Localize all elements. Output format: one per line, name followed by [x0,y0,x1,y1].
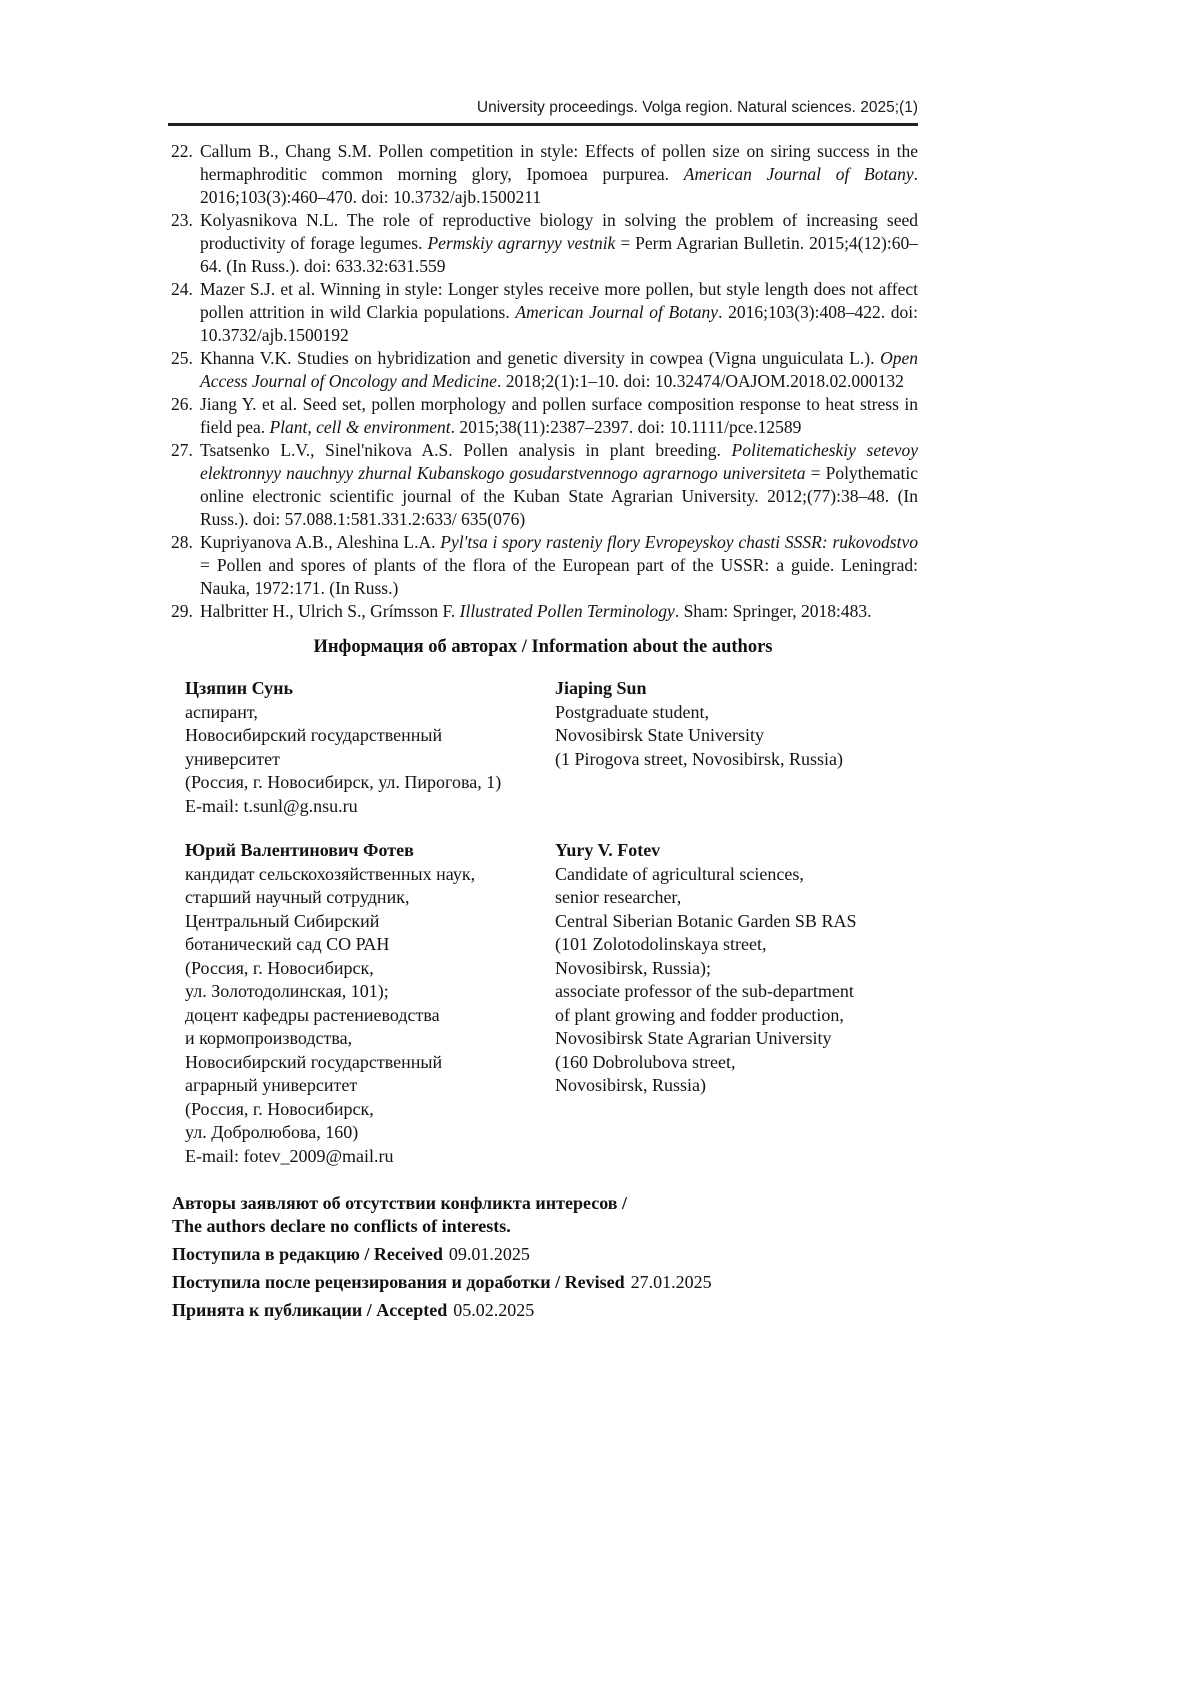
author-details-en: Postgraduate student, Novosibirsk State University (1 Pirogova street, Novosibirsk, Russia) [555,701,843,769]
reference-number: 28. [171,532,193,552]
received-label: Поступила в редакцию / Received [172,1244,443,1264]
accepted-line [172,1299,918,1322]
author-name-en: Yury V. Fotev [555,840,661,860]
author-details-ru: аспирант, Новосибирский государственный университет (Россия, г. Новосибирск, ул. Пирогова, 1) E-mail: t.sunl@g.nsu.ru [185,701,502,816]
reference-number: 27. [171,440,193,460]
accepted-date: 05.02.2025 [453,1300,535,1320]
reference-item [168,140,918,209]
reference-text: Halbritter H., Ulrich S., Grímsson F. Illustrated Pollen Terminology. Sham: Springer, 2018:483. [200,601,872,621]
reference-text: Mazer S.J. et al. Winning in style: Longer styles receive more pollen, but style length does not affect pollen attrition in wild Clarkia populations. American Journal of Botany. 2016;103(3):408–422. doi: 10.3732/ajb.1500192 [200,279,919,345]
reference-number: 25. [171,348,193,368]
reference-item [168,209,918,278]
accepted-label: Принята к публикации / Accepted [172,1300,448,1320]
reference-text: Jiang Y. et al. Seed set, pollen morphology and pollen surface composition response to heat stress in field pea. Plant, cell & environment. 2015;38(11):2387–2397. doi: 10.1111/pce.12589 [200,394,918,437]
reference-number: 22. [171,141,193,161]
author-name-ru: Юрий Валентинович Фотев [185,840,414,860]
reference-text: Callum B., Chang S.M. Pollen competition in style: Effects of pollen size on siring success in the hermaphroditic common morning glory, Ipomoea purpurea. American Journal of Botany. 2016;103(3):460–470. doi: 10.3732/ajb.1500211 [200,141,918,207]
reference-item [168,347,918,393]
running-head: University proceedings. Volga region. Natural sciences. 2025;(1) [476,99,918,116]
revised-date: 27.01.2025 [630,1272,712,1292]
author-info-en [555,677,918,818]
received-line [172,1243,918,1266]
reference-item [168,531,918,600]
revised-line [172,1271,918,1294]
author-row-jiaping-sun [185,677,918,818]
page-content [168,98,918,1322]
author-name-ru: Цзяпин Сунь [185,678,294,698]
author-row-yury-fotev [185,839,918,1168]
conflict-of-interest-statement: Авторы заявляют об отсутствии конфликта интересов / The authors declare no conflicts of interests. [172,1193,627,1236]
reference-number: 23. [171,210,193,230]
received-date: 09.01.2025 [448,1244,530,1264]
author-name-en: Jiaping Sun [555,678,647,698]
reference-text: Khanna V.K. Studies on hybridization and genetic diversity in cowpea (Vigna unguiculata L.). Open Access Journal of Oncology and Medicine. 2018;2(1):1–10. doi: 10.32474/OAJOM.2018.02.000132 [200,348,918,391]
author-info-ru [185,839,555,1168]
author-info-ru [185,677,555,818]
reference-item [168,278,918,347]
reference-item [168,439,918,531]
reference-number: 29. [171,601,193,621]
references-list [168,140,918,623]
revised-label: Поступила после рецензирования и доработки / Revised [172,1272,625,1292]
reference-number: 24. [171,279,193,299]
header-rule [168,123,918,126]
author-details-en: Candidate of agricultural sciences, senior researcher, Central Siberian Botanic Garden SB RAS (101 Zolotodolinskaya street, Novosibirsk, Russia); associate professor of the sub-department of plant growing and fodder production, Novosibirsk State Agrarian University (160 Dobrolubova street, Novosibirsk, Russia) [555,863,857,1095]
reference-item [168,600,918,623]
reference-text: Tsatsenko L.V., Sinel'nikova A.S. Pollen analysis in plant breeding. Politematicheskiy setevoy elektronnyy nauchnyy zhurnal Kubanskogo gosudarstvennogo agrarnogo universiteta = Polythematic online electronic scientific journal of the Kuban State Agrarian University. 2012;(77):38–48. (In Russ.). doi: 57.088.1:581.331.2:633/ 635(076) [200,440,918,529]
reference-text: Kupriyanova A.B., Aleshina L.A. Pyl'tsa i spory rasteniy flory Evropeyskoy chasti SSSR: rukovodstvo = Pollen and spores of plants of the flora of the European part of the USSR: a guide. Leningrad: Nauka, 1972:171. (In Russ.) [200,532,918,598]
author-details-ru: кандидат сельскохозяйственных наук, старший научный сотрудник, Центральный Сибирский ботанический сад СО РАН (Россия, г. Новосибирск, ул. Золотодолинская, 101); доцент кафедры растениеводства и кормопроизводства, Новосибирский государственный аграрный университет (Россия, г. Новосибирск, ул. Добролюбова, 160) E-mail: fotev_2009@mail.ru [185,863,476,1166]
reference-number: 26. [171,394,193,414]
authors-section-heading: Информация об авторах / Information about the authors [313,637,773,657]
authors-info-section [168,677,918,1168]
article-footer [168,1192,918,1322]
reference-item [168,393,918,439]
reference-text: Kolyasnikova N.L. The role of reproductive biology in solving the problem of increasing seed productivity of forage legumes. Permskiy agrarnyy vestnik = Perm Agrarian Bulletin. 2015;4(12):60–64. (In Russ.). doi: 633.32:631.559 [200,210,918,276]
author-info-en [555,839,918,1168]
